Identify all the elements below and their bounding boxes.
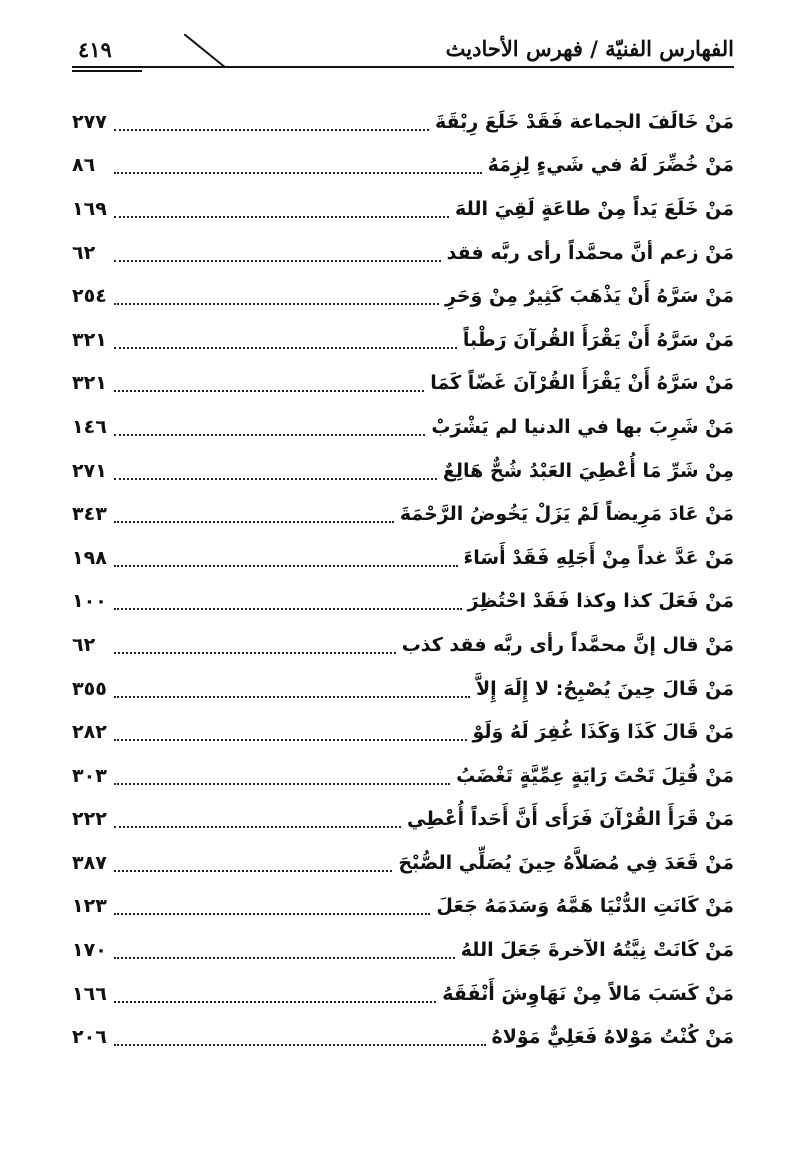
entry-text: مَنْ عَادَ مَرِيضاً لَمْ يَزَلْ يَخُوضُ الرَّحْمَةَ — [399, 503, 734, 526]
entry-page-number: ١٦٩ — [72, 197, 107, 220]
dot-leader — [114, 739, 467, 741]
header-slant-ornament — [184, 34, 236, 68]
index-entry — [72, 449, 734, 493]
entry-text: مَنْ فَعَلَ كذا وكذا فَقَدْ احْتُظِرَ — [467, 590, 734, 613]
header-rule — [72, 66, 734, 68]
entry-page-number: ١٧٠ — [72, 939, 107, 962]
index-entry — [72, 405, 734, 449]
index-entry — [72, 492, 734, 536]
index-entry — [72, 710, 734, 754]
index-entry — [72, 318, 734, 362]
page-number: ٤١٩ — [78, 37, 112, 62]
entry-text: مَنْ سَرَّهُ أَنْ يَقْرَأَ القُرآنَ رَطْباً — [462, 328, 734, 351]
entry-text: مَنْ خَلَعَ يَداً مِنْ طاعَةٍ لَقِيَ اللهَ — [455, 197, 734, 220]
running-header — [72, 34, 734, 68]
entry-page-number: ٢٥٤ — [72, 285, 107, 308]
entry-page-number: ٢٢٢ — [72, 808, 107, 831]
entry-page-number: ٢٨٢ — [72, 721, 107, 744]
index-entry — [72, 580, 734, 624]
index-entry — [72, 362, 734, 406]
dot-leader — [114, 129, 429, 131]
entry-page-number: ٣٤٣ — [72, 503, 107, 526]
dot-leader — [114, 434, 425, 436]
entry-page-number: ٣٢١ — [72, 328, 107, 351]
dot-leader — [114, 1001, 436, 1003]
index-entry — [72, 754, 734, 798]
index-entry — [72, 798, 734, 842]
entry-text: مَنْ خَالَفَ الجماعة فَقَدْ خَلَعَ رِبْقَةَ — [434, 110, 734, 133]
dot-leader — [114, 390, 424, 392]
entry-page-number: ١٠٠ — [72, 590, 107, 613]
entry-page-number: ١٦٦ — [72, 982, 107, 1005]
dot-leader — [114, 783, 450, 785]
index-entry — [72, 187, 734, 231]
dot-leader — [114, 216, 449, 218]
entry-page-number: ١٩٨ — [72, 546, 107, 569]
entry-page-number: ٨٦ — [72, 154, 96, 177]
dot-leader — [114, 608, 462, 610]
dot-leader — [114, 347, 457, 349]
index-entry — [72, 972, 734, 1016]
dot-leader — [114, 1044, 486, 1046]
entry-text: مَنْ كَسَبَ مَالاً مِنْ نَهَاوِشَ أَنْفَقَهُ — [442, 982, 734, 1005]
entry-text: مِنْ شَرِّ مَا أُعْطِيَ العَبْدُ شُحٌّ هَالِعٌ — [442, 459, 734, 482]
dot-leader — [114, 565, 458, 567]
entry-text: مَنْ سَرَّهُ أَنْ يَقْرَأَ القُرْآنَ غَضّاً كَمَا — [430, 372, 734, 395]
entry-page-number: ٣٢١ — [72, 372, 107, 395]
entry-text: مَنْ كُنْتُ مَوْلاهُ فَعَلِيٌّ مَوْلاهُ — [491, 1026, 734, 1049]
entry-text: مَنْ خُضِّرَ لَهُ في شَيءٍ لِزِمَهُ — [487, 154, 734, 177]
dot-leader — [114, 303, 439, 305]
entry-page-number: ٢٠٦ — [72, 1026, 107, 1049]
entry-page-number: ٢٧١ — [72, 459, 107, 482]
entry-page-number: ١٤٦ — [72, 415, 107, 438]
entry-page-number: ٢٧٧ — [72, 110, 107, 133]
entry-page-number: ١٢٣ — [72, 895, 107, 918]
entry-page-number: ٣٠٣ — [72, 764, 107, 787]
index-entry — [72, 928, 734, 972]
dot-leader — [114, 913, 430, 915]
index-entry — [72, 231, 734, 275]
header-title: الفهارس الفنيّة / فهرس الأحاديث — [445, 36, 734, 61]
index-entry — [72, 885, 734, 929]
index-entry — [72, 623, 734, 667]
entry-text: مَنْ سَرَّهُ أَنْ يَذْهَبَ كَثِيرٌ مِنْ وَحَرِ — [445, 285, 734, 308]
entry-page-number: ٦٢ — [72, 241, 96, 264]
page-number-underline — [72, 70, 142, 72]
index-entry — [72, 1015, 734, 1059]
entry-page-number: ٦٢ — [72, 633, 96, 656]
dot-leader — [114, 696, 470, 698]
dot-leader — [114, 172, 482, 174]
dot-leader — [114, 521, 394, 523]
entry-text: مَنْ شَرِبَ بها في الدنيا لم يَشْرَبْ — [431, 415, 734, 438]
entry-page-number: ٣٥٥ — [72, 677, 107, 700]
entry-text: مَنْ قال إنَّ محمَّداً رأى ربَّه فقد كذب — [401, 633, 734, 656]
dot-leader — [114, 260, 441, 262]
hadith-index-list — [72, 100, 734, 1059]
index-entry — [72, 536, 734, 580]
index-entry — [72, 100, 734, 144]
dot-leader — [114, 957, 455, 959]
dot-leader — [114, 870, 392, 872]
entry-text: مَنْ قَعَدَ فِي مُصَلاَّهُ حِينَ يُصَلِّي الصُّبْحَ — [398, 851, 734, 874]
dot-leader — [114, 826, 401, 828]
entry-text: مَنْ قُتِلَ تَحْتَ رَايَةٍ عِمِّيَّةٍ تَغْضَبُ — [456, 764, 734, 787]
entry-text: مَنْ قَالَ كَذَا وَكَذَا غُفِرَ لَهُ وَلَوْ — [472, 721, 734, 744]
dot-leader — [114, 478, 437, 480]
entry-text: مَنْ زعم أنَّ محمَّداً رأى ربَّه فقد — [446, 241, 734, 264]
entry-text: مَنْ قَالَ حِينَ يُصْبِحُ: لا إِلَهَ إِلاَّ — [475, 677, 734, 700]
entry-text: مَنْ كَانَتْ نِيَّتُهُ الآخرةَ جَعَلَ اللهُ — [460, 939, 734, 962]
entry-text: مَنْ عَدَّ غداً مِنْ أَجَلِهِ فَقَدْ أَسَاءَ — [463, 546, 734, 569]
dot-leader — [114, 652, 396, 654]
entry-page-number: ٣٨٧ — [72, 851, 107, 874]
index-entry — [72, 841, 734, 885]
entry-text: مَنْ قَرَأَ القُرْآنَ فَرَأَى أَنَّ أَحَداً أُعْطِي — [406, 808, 734, 831]
entry-text: مَنْ كَانَتِ الدُّنْيَا هَمَّهُ وَسَدَمَهُ جَعَلَ — [436, 895, 734, 918]
index-entry — [72, 274, 734, 318]
index-entry — [72, 144, 734, 188]
index-entry — [72, 667, 734, 711]
